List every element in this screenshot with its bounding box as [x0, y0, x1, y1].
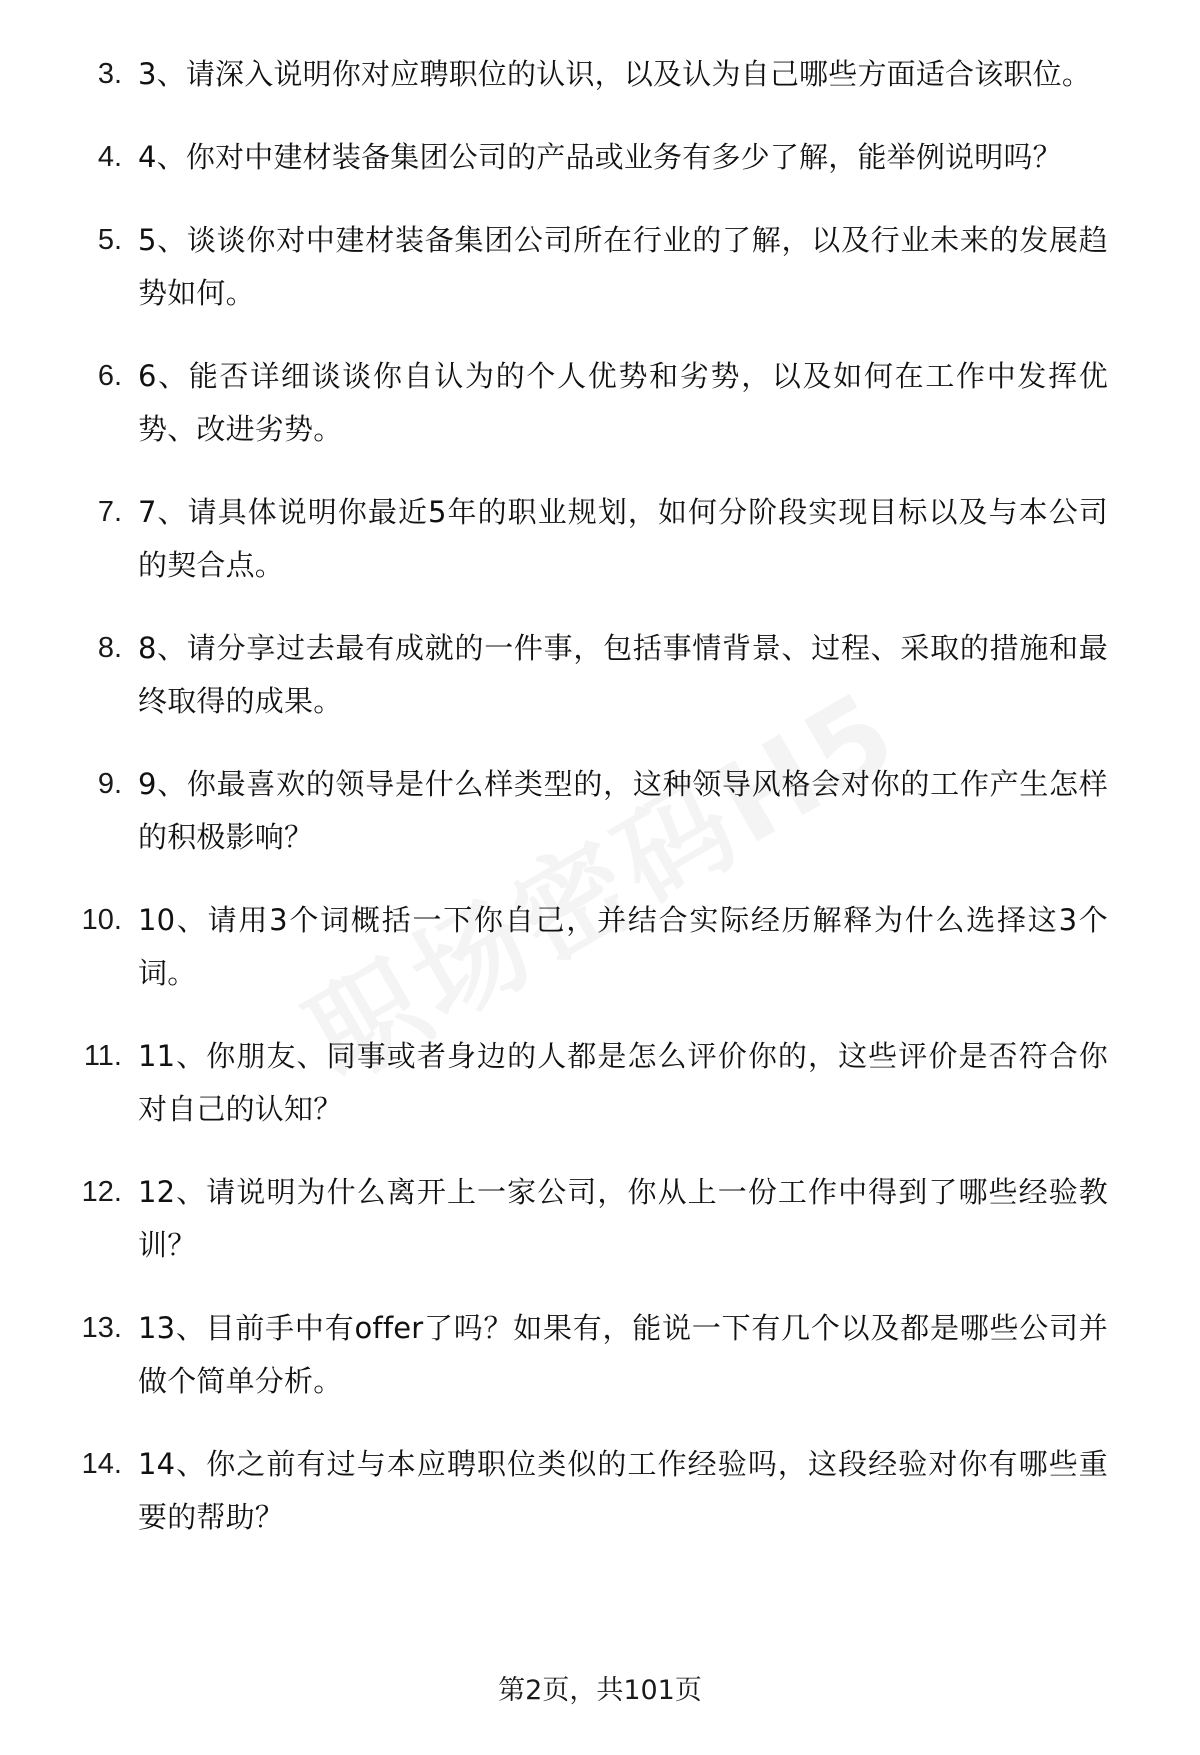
- list-item: [62, 1030, 1108, 1136]
- list-item-text: 5、谈谈你对中建材装备集团公司所在行业的了解，以及行业未来的发展趋势如何。: [138, 223, 1108, 310]
- list-item-text: 8、请分享过去最有成就的一件事，包括事情背景、过程、采取的措施和最终取得的成果。: [138, 631, 1108, 718]
- list-item-number: 6.: [97, 360, 122, 392]
- list-item-text: 7、请具体说明你最近5年的职业规划，如何分阶段实现目标以及与本公司的契合点。: [138, 495, 1108, 582]
- list-item: [62, 486, 1108, 592]
- list-item-number: 14.: [81, 1448, 122, 1480]
- list-item: [62, 131, 1108, 184]
- list-item: [62, 1166, 1108, 1272]
- list-item-text: 9、你最喜欢的领导是什么样类型的，这种领导风格会对你的工作产生怎样的积极影响？: [138, 767, 1108, 854]
- list-item-number: 7.: [97, 496, 122, 528]
- list-item-text: 10、请用3个词概括一下你自己，并结合实际经历解释为什么选择这3个词。: [138, 903, 1108, 990]
- list-item-number: 3.: [97, 58, 122, 90]
- list-item: [62, 214, 1108, 320]
- list-item-number: 11.: [83, 1040, 122, 1072]
- list-item: [62, 622, 1108, 728]
- list-item-number: 5.: [97, 224, 122, 256]
- list-item: [62, 1438, 1108, 1544]
- list-item-text: 6、能否详细谈谈你自认为的个人优势和劣势，以及如何在工作中发挥优势、改进劣势。: [138, 359, 1108, 446]
- list-item: [62, 894, 1108, 1000]
- list-item-number: 10.: [81, 904, 122, 936]
- list-item-number: 8.: [97, 632, 122, 664]
- list-item-text: 11、你朋友、同事或者身边的人都是怎么评价你的，这些评价是否符合你对自己的认知？: [138, 1039, 1108, 1126]
- question-list: [62, 48, 1108, 1544]
- list-item-number: 13.: [81, 1312, 122, 1344]
- list-item-text: 4、你对中建材装备集团公司的产品或业务有多少了解，能举例说明吗？: [138, 140, 1062, 174]
- list-item: [62, 350, 1108, 456]
- list-item-number: 12.: [81, 1176, 122, 1208]
- list-item-text: 13、目前手中有offer了吗？如果有，能说一下有几个以及都是哪些公司并做个简单分析。: [138, 1311, 1108, 1398]
- list-item-text: 14、你之前有过与本应聘职位类似的工作经验吗，这段经验对你有哪些重要的帮助？: [138, 1447, 1108, 1534]
- list-item: [62, 48, 1108, 101]
- page-footer: 第2页，共101页: [498, 1675, 702, 1706]
- list-item: [62, 1302, 1108, 1408]
- list-item: [62, 758, 1108, 864]
- list-item-number: 9.: [97, 768, 122, 800]
- list-item-text: 3、请深入说明你对应聘职位的认识，以及认为自己哪些方面适合该职位。: [138, 57, 1092, 91]
- list-item-number: 4.: [97, 141, 122, 173]
- list-item-text: 12、请说明为什么离开上一家公司，你从上一份工作中得到了哪些经验教训？: [138, 1175, 1108, 1262]
